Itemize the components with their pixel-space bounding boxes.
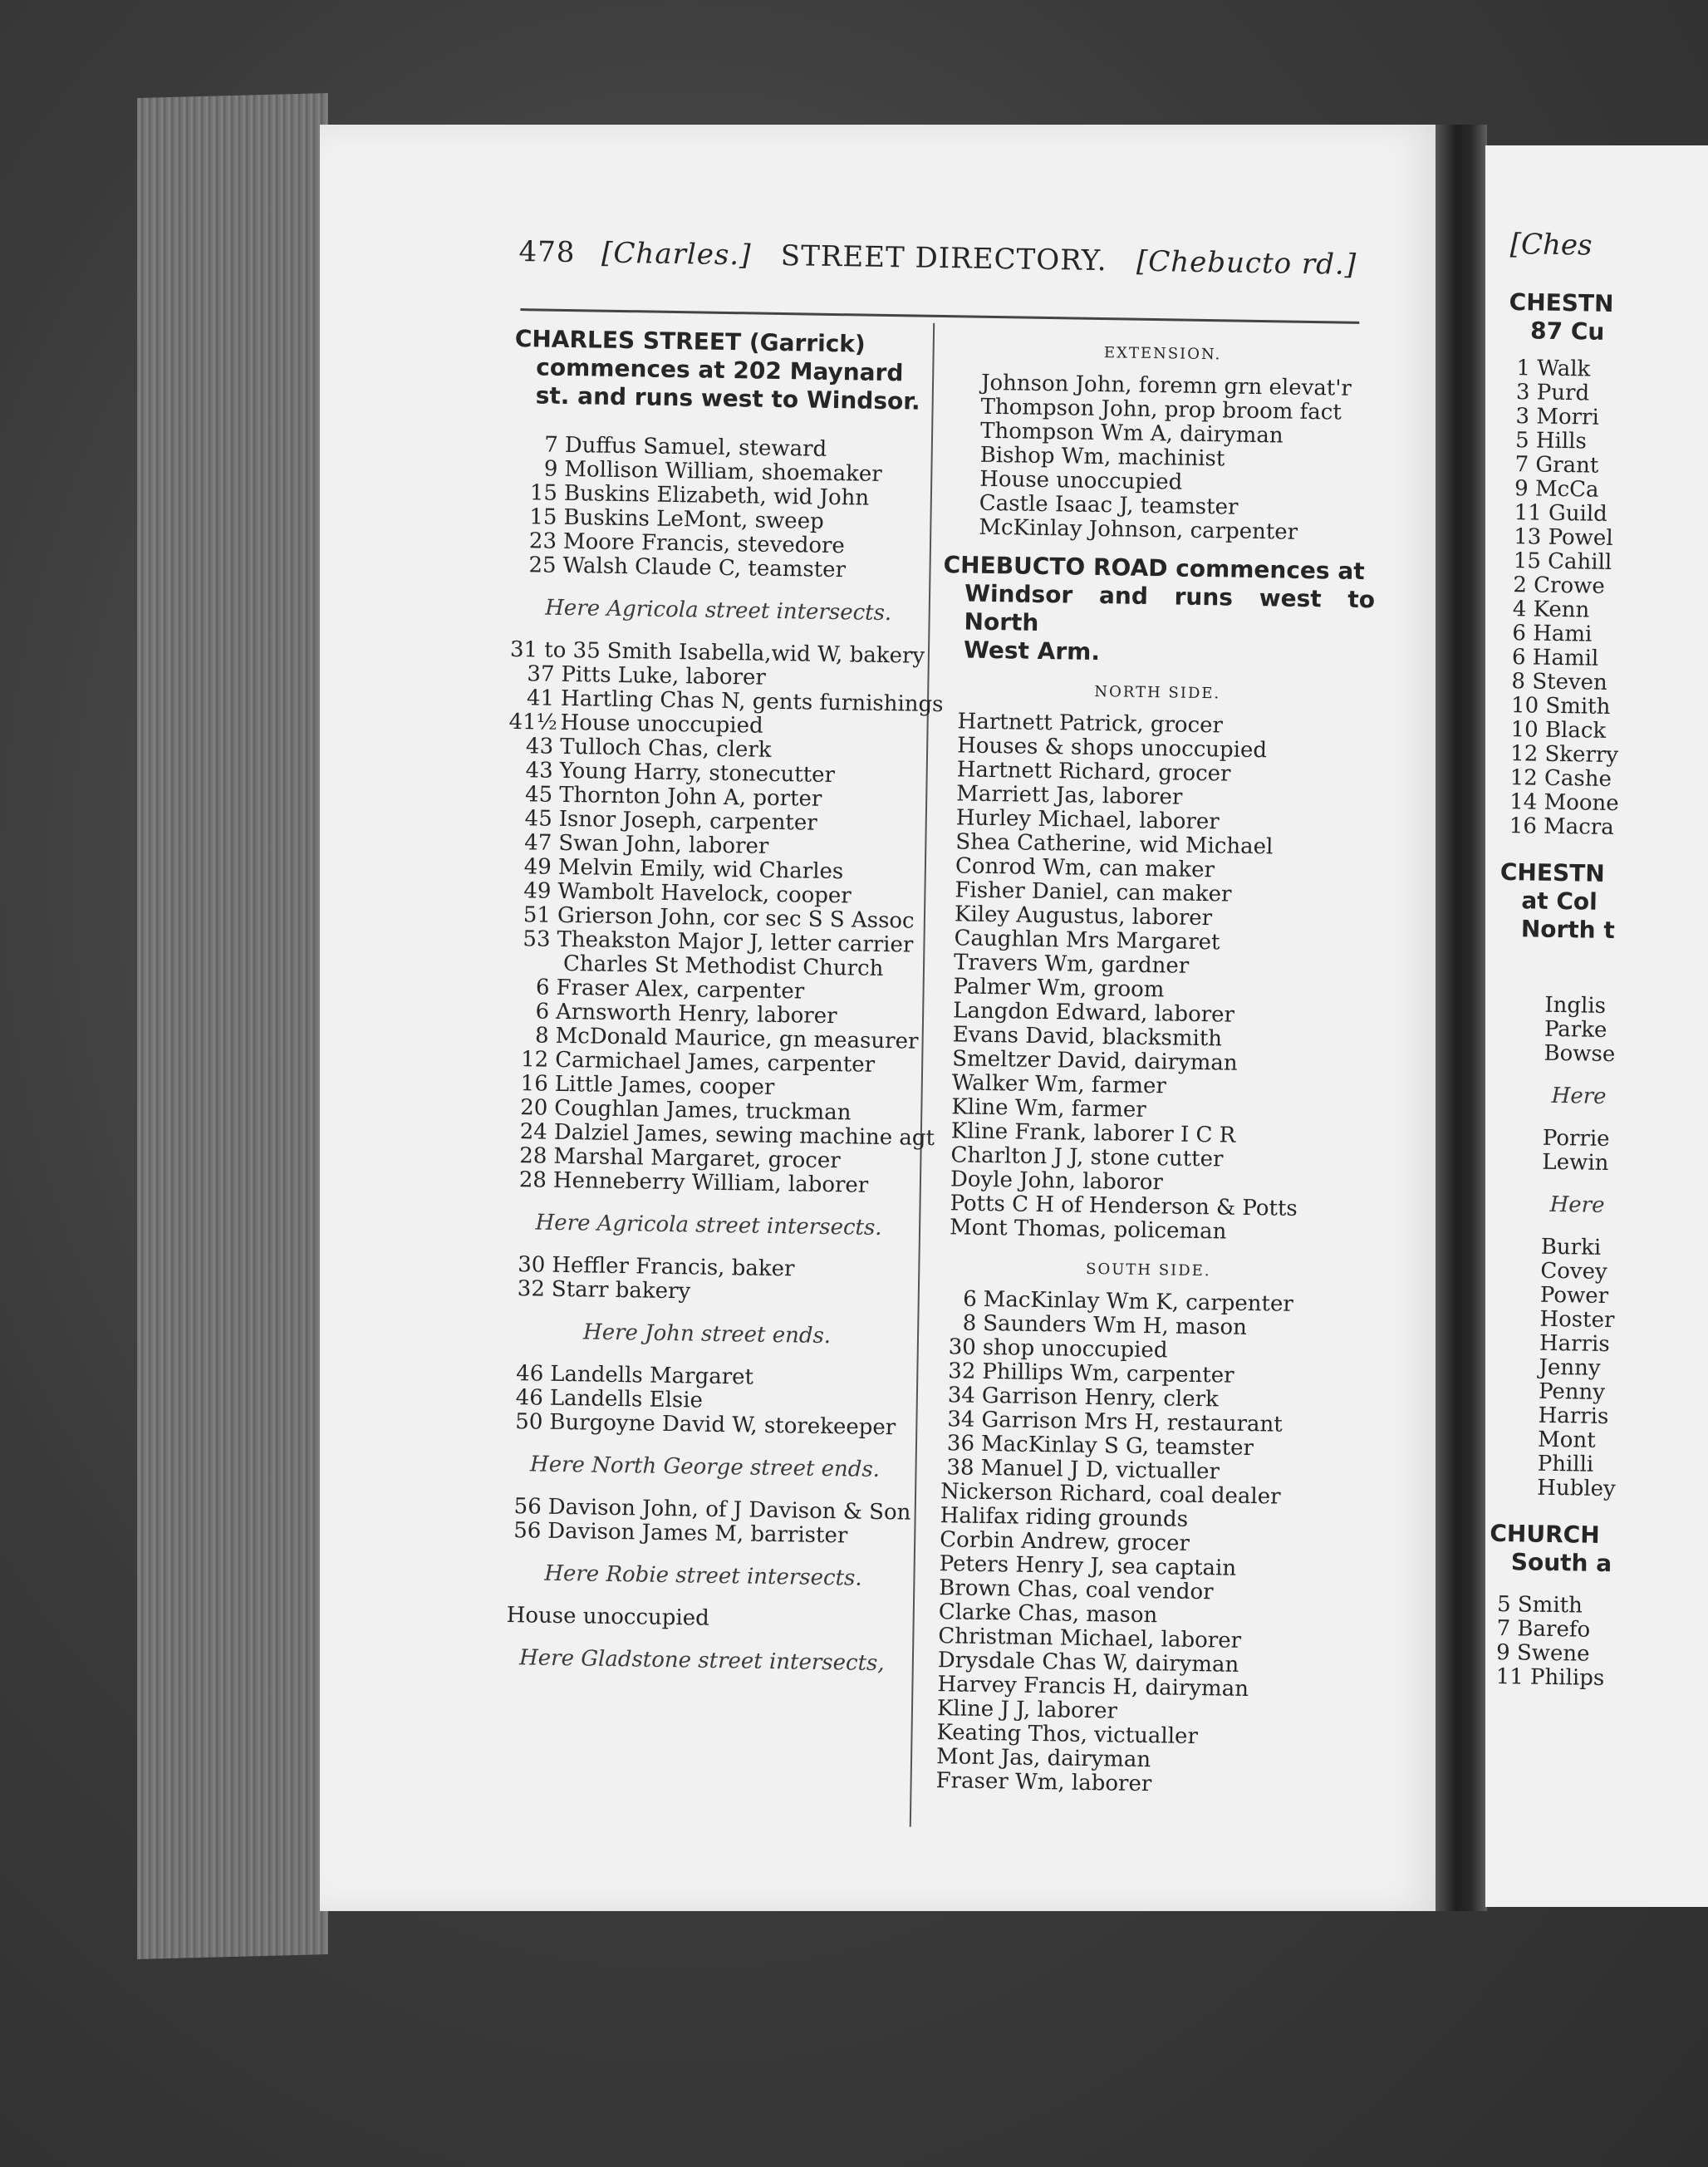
chebucto-road-heading xyxy=(942,551,1376,671)
directory-entry: Marriett Jas, laborer xyxy=(956,781,1183,810)
directory-page xyxy=(439,224,1387,1917)
facing-entry: 12 Cashe xyxy=(1509,765,1612,792)
directory-entry: Bishop Wm, machinist xyxy=(979,442,1225,472)
facing-heading: at Col xyxy=(1521,887,1598,916)
resident-name: Moore Francis, stevedore xyxy=(562,528,846,559)
directory-entry: House unoccupied xyxy=(979,466,1183,495)
resident-name: McDonald Maurice, gn measurer xyxy=(555,1023,919,1054)
facing-entry: Penny xyxy=(1538,1378,1606,1405)
facing-note: Here xyxy=(1549,1192,1605,1218)
facing-entry: 15 Cahill xyxy=(1513,548,1612,575)
house-number: 49 xyxy=(523,854,552,880)
house-number: 32 xyxy=(948,1359,976,1384)
resident-name: Little James, cooper xyxy=(554,1071,775,1100)
heading-line: CHARLES STREET (Garrick) xyxy=(514,324,866,358)
resident-name: Hartling Chas N, gents furnishings xyxy=(560,685,944,718)
directory-entry: Conrod Wm, can maker xyxy=(955,853,1215,883)
directory-entry: Clarke Chas, mason xyxy=(938,1599,1158,1629)
house-number: 8 xyxy=(962,1310,977,1336)
directory-entry: Travers Wm, gardner xyxy=(953,950,1190,979)
house-number: 46 xyxy=(515,1361,544,1387)
header-left-key: [Charles.] xyxy=(601,236,752,273)
facing-entry: 12 Skerry xyxy=(1509,741,1619,769)
resident-name: Mollison William, shoemaker xyxy=(564,456,882,487)
directory-entry: Mont Thomas, policeman xyxy=(949,1215,1227,1245)
page-number: 478 xyxy=(518,235,576,270)
directory-entry: Drysdale Chas W, dairyman xyxy=(937,1648,1239,1678)
facing-entry: Inglis xyxy=(1544,992,1607,1019)
house-number: 30 xyxy=(518,1252,546,1278)
house-number: 8 xyxy=(534,1023,549,1049)
house-number: 20 xyxy=(519,1095,548,1121)
resident-name: Isnor Joseph, carpenter xyxy=(558,806,817,836)
intersection-note: Here Gladstone street intersects, xyxy=(518,1645,885,1677)
facing-entry: Hubley xyxy=(1537,1475,1616,1502)
directory-entry: Keating Thos, victualler xyxy=(936,1720,1199,1750)
directory-entry: Christman Michael, laborer xyxy=(938,1624,1242,1654)
intersection-note: Here Agricola street intersects. xyxy=(545,595,892,627)
resident-name: Davison John, of J Davison & Son xyxy=(547,1494,911,1526)
house-number: 41½ xyxy=(508,709,558,735)
facing-list-3 xyxy=(1495,1126,1696,1177)
resident-name: Buskins Elizabeth, wid John xyxy=(563,480,870,511)
resident-name: Duffus Samuel, steward xyxy=(564,432,827,462)
facing-entry: 2 Crowe xyxy=(1513,572,1605,599)
facing-entry: 6 Hami xyxy=(1512,621,1593,647)
resident-name: Thornton John A, porter xyxy=(558,782,822,812)
facing-entry: 3 Morri xyxy=(1515,404,1600,430)
facing-entry: Power xyxy=(1539,1282,1609,1310)
house-number: 15 xyxy=(529,504,557,530)
directory-entry: Smeltzer David, dairyman xyxy=(952,1046,1238,1076)
house-number: 12 xyxy=(520,1047,549,1073)
page-header xyxy=(518,235,1391,282)
directory-entry: Castle Isaac J, teamster xyxy=(979,490,1239,520)
extension-entries xyxy=(944,371,1378,546)
house-number: 24 xyxy=(519,1119,548,1145)
facing-entry: 13 Powel xyxy=(1514,524,1613,551)
facing-entry: 4 Kenn xyxy=(1512,597,1590,623)
resident-name: Henneberry William, laborer xyxy=(552,1167,869,1198)
directory-entry: House unoccupied xyxy=(506,1602,709,1631)
facing-entry: 1 Walk xyxy=(1516,356,1591,382)
north-side-entries xyxy=(933,710,1373,1246)
house-number: 9 xyxy=(543,456,558,482)
directory-entry: Hartnett Richard, grocer xyxy=(956,757,1231,787)
directory-entry: Fisher Daniel, can maker xyxy=(955,877,1232,907)
resident-name: House unoccupied xyxy=(560,710,763,739)
resident-name: Landells Elsie xyxy=(549,1385,704,1413)
directory-entry: Halifax riding grounds xyxy=(940,1503,1189,1532)
heading-line: West Arm. xyxy=(963,636,1101,666)
directory-entry: McKinlay Johnson, carpenter xyxy=(979,514,1298,545)
heading-line: Windsor and runs west to North xyxy=(964,579,1376,636)
facing-entry: 9 Swene xyxy=(1495,1639,1590,1667)
resident-name: MacKinlay Wm K, carpenter xyxy=(983,1286,1294,1317)
house-number: 43 xyxy=(525,734,554,759)
resident-name: Melvin Emily, wid Charles xyxy=(557,854,844,885)
house-number: 53 xyxy=(523,926,551,952)
intersection-note: Here John street ends. xyxy=(582,1319,832,1349)
header-right-key: [Chebucto rd.] xyxy=(1136,244,1357,282)
resident-name: Coughlan James, truckman xyxy=(554,1095,852,1126)
directory-entry: Houses & shops unoccupied xyxy=(956,733,1268,764)
facing-page-header: [Ches xyxy=(1509,228,1593,263)
directory-entry: Corbin Andrew, grocer xyxy=(939,1527,1190,1556)
house-number: 28 xyxy=(518,1167,547,1193)
facing-entry: 6 Hamil xyxy=(1511,645,1599,671)
entries-block-2 xyxy=(502,636,944,1199)
house-number: 56 xyxy=(513,1494,542,1520)
facing-entry: 14 Moone xyxy=(1509,789,1619,817)
directory-entry: Caughlan Mrs Margaret xyxy=(954,926,1220,956)
directory-entry: Shea Catherine, wid Michael xyxy=(955,829,1274,860)
resident-name: Marshal Margaret, grocer xyxy=(553,1143,841,1174)
right-column xyxy=(924,332,1379,1800)
house-number: 31 to 35 xyxy=(509,636,601,664)
house-number: 46 xyxy=(515,1385,544,1411)
facing-entry: Parke xyxy=(1544,1016,1607,1043)
house-number: 45 xyxy=(524,782,553,808)
entries-block-3 xyxy=(500,1253,916,1308)
facing-entry: Lewin xyxy=(1542,1149,1609,1176)
directory-entry: Johnson John, foremn grn elevat'r xyxy=(980,370,1352,401)
facing-entry: 5 Smith xyxy=(1496,1591,1583,1619)
house-number: 38 xyxy=(946,1455,974,1481)
south-side-entries xyxy=(924,1480,1361,1800)
facing-entry: 9 McCa xyxy=(1514,476,1599,503)
house-number: 34 xyxy=(947,1383,976,1408)
facing-heading: CHESTN xyxy=(1509,287,1614,317)
house-number: 6 xyxy=(962,1286,977,1312)
directory-entry xyxy=(498,1410,913,1441)
resident-name: Burgoyne David W, storekeeper xyxy=(549,1409,896,1441)
house-number: 49 xyxy=(523,878,552,904)
resident-name: Wambolt Havelock, cooper xyxy=(557,878,852,909)
facing-entry: 10 Smith xyxy=(1510,693,1611,720)
directory-entry: Evans David, blacksmith xyxy=(952,1022,1223,1052)
resident-name: Phillips Wm, carpenter xyxy=(982,1359,1234,1388)
resident-name: MacKinlay S G, teamster xyxy=(980,1431,1254,1462)
heading-line: CHEBUCTO ROAD commences at xyxy=(943,551,1365,586)
resident-name: Manuel J D, victualler xyxy=(980,1455,1220,1485)
directory-entry xyxy=(502,1168,917,1199)
resident-name: Swan John, laborer xyxy=(558,830,769,859)
facing-page-content xyxy=(1487,228,1708,1693)
directory-entry: Peters Henry J, sea captain xyxy=(939,1551,1237,1581)
resident-name: Landells Margaret xyxy=(550,1361,754,1390)
facing-entry: Harris xyxy=(1539,1330,1610,1358)
directory-entry: Brown Chas, coal vendor xyxy=(939,1575,1214,1605)
house-number: 45 xyxy=(524,806,553,832)
book-gutter xyxy=(1436,125,1487,1911)
facing-entry: 7 Grant xyxy=(1514,452,1599,479)
facing-list-2 xyxy=(1497,993,1697,1069)
resident-name: Garrison Mrs H, restaurant xyxy=(981,1407,1283,1437)
resident-name: Carmichael James, carpenter xyxy=(554,1047,876,1078)
heading-line: st. and runs west to Windsor. xyxy=(535,381,920,415)
intersection-note: Here Agricola street intersects. xyxy=(535,1210,882,1241)
resident-name: shop unoccupied xyxy=(982,1334,1168,1364)
header-rule xyxy=(520,308,1359,324)
house-number: 7 xyxy=(544,432,559,458)
directory-entry: Kiley Augustus, laborer xyxy=(954,902,1213,931)
header-title: STREET DIRECTORY. xyxy=(780,238,1107,278)
directory-entry: Charlton J J, stone cutter xyxy=(950,1142,1224,1172)
resident-name: Tulloch Chas, clerk xyxy=(559,734,772,763)
house-number: 50 xyxy=(515,1409,543,1435)
resident-name: Walsh Claude C, teamster xyxy=(562,553,847,583)
facing-entry: 8 Steven xyxy=(1511,669,1608,695)
house-number: 16 xyxy=(520,1071,548,1097)
facing-heading: CHESTN xyxy=(1499,857,1605,887)
house-number: 41 xyxy=(526,685,555,711)
facing-entry: Jenny xyxy=(1539,1354,1601,1381)
house-number: 51 xyxy=(523,902,552,928)
facing-list-4 xyxy=(1490,1235,1694,1503)
directory-entry: Hartnett Patrick, grocer xyxy=(957,709,1224,739)
resident-name: Smith Isabella,wid W, bakery xyxy=(606,638,925,669)
resident-name: Grierson John, cor sec S S Assoc xyxy=(557,902,915,934)
house-number: 43 xyxy=(525,758,553,784)
directory-entry: Langdon Edward, laborer xyxy=(952,998,1235,1028)
entries-block-4 xyxy=(498,1362,914,1441)
resident-name: Garrison Henry, clerk xyxy=(981,1383,1220,1413)
house-number: 23 xyxy=(528,528,557,554)
directory-entry: Potts C H of Henderson & Potts xyxy=(950,1191,1298,1221)
house-number: 34 xyxy=(947,1407,975,1432)
directory-entry: Kline Wm, farmer xyxy=(951,1094,1146,1123)
facing-entry: Covey xyxy=(1540,1258,1607,1285)
facing-entry: Porrie xyxy=(1542,1125,1610,1152)
house-number: 25 xyxy=(528,553,557,578)
directory-entry: Mont Jas, dairyman xyxy=(935,1744,1151,1773)
directory-entry: Fraser Wm, laborer xyxy=(935,1768,1152,1797)
facing-entry: 3 Purd xyxy=(1515,380,1590,406)
directory-entry: Doyle John, laboror xyxy=(950,1167,1164,1196)
resident-name: Pitts Luke, laborer xyxy=(561,661,767,690)
resident-name: Heffler Francis, baker xyxy=(552,1252,795,1282)
resident-name: Dalziel James, sewing machine agt xyxy=(553,1119,935,1152)
resident-name: Charles St Methodist Church xyxy=(562,951,884,982)
directory-entry: Hurley Michael, laborer xyxy=(955,805,1220,835)
facing-heading: 87 Cu xyxy=(1529,317,1605,346)
house-number: 56 xyxy=(513,1518,542,1544)
resident-name: Fraser Alex, carpenter xyxy=(556,975,805,1005)
directory-entry: Nickerson Richard, coal dealer xyxy=(940,1479,1281,1510)
facing-entry: 5 Hills xyxy=(1514,428,1588,455)
resident-name: Buskins LeMont, sweep xyxy=(563,504,824,534)
facing-entry: 11 Guild xyxy=(1514,500,1608,527)
facing-entry: Mont xyxy=(1537,1427,1596,1453)
house-number: 6 xyxy=(535,975,550,1000)
facing-heading: CHURCH xyxy=(1490,1519,1600,1549)
facing-list-1 xyxy=(1501,356,1708,842)
charles-street-heading xyxy=(514,325,931,416)
extension-label: EXTENSION. xyxy=(1103,344,1222,364)
left-column xyxy=(493,324,944,1695)
facing-entry: 11 Philips xyxy=(1495,1663,1605,1691)
facing-entry: Bowse xyxy=(1544,1040,1616,1068)
intersection-note: Here North George street ends. xyxy=(529,1452,881,1483)
facing-entry: Hoster xyxy=(1539,1306,1615,1334)
facing-entry: Philli xyxy=(1537,1451,1594,1477)
house-number: 37 xyxy=(527,661,555,687)
directory-entry: Kline Frank, laborer I C R xyxy=(950,1118,1236,1148)
book-page-edges xyxy=(137,93,328,1959)
house-number: 47 xyxy=(523,830,552,856)
resident-name: Theakston Major J, letter carrier xyxy=(557,926,914,958)
facing-entry: Harris xyxy=(1538,1403,1609,1430)
directory-entry: Walker Wm, farmer xyxy=(951,1070,1167,1099)
directory-entry: Kline J J, laborer xyxy=(936,1696,1118,1724)
house-number: 36 xyxy=(946,1431,975,1457)
entries-block-1 xyxy=(511,433,929,584)
directory-entry: Thompson Wm A, dairyman xyxy=(979,418,1283,449)
directory-entry: Palmer Wm, groom xyxy=(953,974,1165,1003)
facing-entry: 10 Black xyxy=(1510,717,1607,744)
heading-line: commences at 202 Maynard xyxy=(536,353,904,387)
facing-heading: North t xyxy=(1520,915,1616,945)
house-number: 6 xyxy=(535,999,550,1025)
directory-entry: Thompson John, prop broom fact xyxy=(980,394,1342,425)
facing-heading: South a xyxy=(1510,1548,1612,1578)
south-side-label: SOUTH SIDE. xyxy=(1085,1260,1211,1280)
facing-note: Here xyxy=(1551,1083,1607,1109)
resident-name: Davison James M, barrister xyxy=(547,1518,848,1549)
facing-entry: 16 Macra xyxy=(1509,813,1614,841)
house-number: 15 xyxy=(529,480,558,506)
resident-name: Arnsworth Henry, laborer xyxy=(555,999,837,1029)
south-side-numbered-entries xyxy=(929,1287,1364,1486)
facing-list-5 xyxy=(1487,1593,1688,1693)
resident-name: Starr bakery xyxy=(551,1276,691,1305)
house-number: 30 xyxy=(948,1334,977,1360)
facing-entry: Burki xyxy=(1540,1234,1602,1260)
house-number: 32 xyxy=(517,1276,546,1302)
house-number: 28 xyxy=(519,1143,547,1169)
entries-block-5 xyxy=(496,1495,912,1550)
directory-entry: Harvey Francis H, dairyman xyxy=(937,1672,1249,1703)
facing-entry: 7 Barefo xyxy=(1496,1615,1591,1643)
north-side-label: NORTH SIDE. xyxy=(1094,682,1221,703)
resident-name: Young Harry, stonecutter xyxy=(559,758,836,789)
intersection-note: Here Robie street intersects. xyxy=(544,1560,862,1591)
resident-name: Saunders Wm H, mason xyxy=(983,1310,1248,1340)
